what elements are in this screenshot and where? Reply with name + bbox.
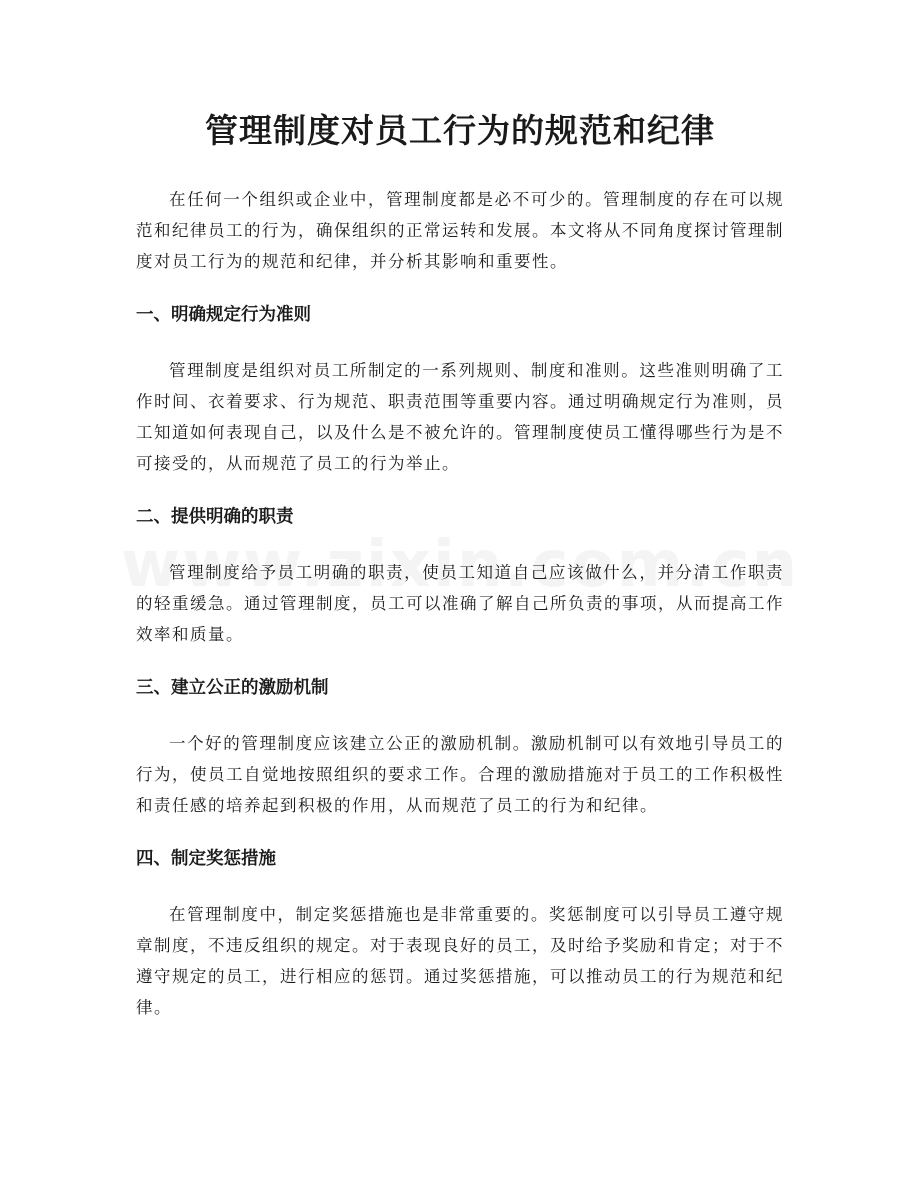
document-body	[136, 184, 784, 1023]
section-body-3: 一个好的管理制度应该建立公正的激励机制。激励机制可以有效地引导员工的行为，使员工自觉地按照组织的要求工作。合理的激励措施对于员工的工作积极性和责任感的培养起到积极的作用，从而规范了员工的行为和纪律。	[136, 734, 784, 815]
section-heading-1: 一、明确规定行为准则	[136, 305, 311, 325]
section-body-2: 管理制度给予员工明确的职责，使员工知道自己应该做什么，并分清工作职责的轻重缓急。通过管理制度，员工可以准确了解自己所负责的事项，从而提高工作效率和质量。	[136, 563, 784, 644]
section-body-4: 在管理制度中，制定奖惩措施也是非常重要的。奖惩制度可以引导员工遵守规章制度，不违反组织的规定。对于表现良好的员工，及时给予奖励和肯定；对于不遵守规定的员工，进行相应的惩罚。通过奖惩措施，可以推动员工的行为规范和纪律。	[136, 905, 784, 1017]
intro-paragraph: 在任何一个组织或企业中，管理制度都是必不可少的。管理制度的存在可以规范和纪律员工的行为，确保组织的正常运转和发展。本文将从不同角度探讨管理制度对员工行为的规范和纪律，并分析其影响和重要性。	[136, 190, 784, 271]
section-heading-3: 三、建立公正的激励机制	[136, 678, 329, 698]
section-body-1: 管理制度是组织对员工所制定的一系列规则、制度和准则。这些准则明确了工作时间、衣着要求、行为规范、职责范围等重要内容。通过明确规定行为准则，员工知道如何表现自己，以及什么是不被允许的。管理制度使员工懂得哪些行为是不可接受的，从而规范了员工的行为举止。	[136, 361, 784, 473]
section-heading-4: 四、制定奖惩措施	[136, 849, 276, 869]
section-heading-2: 二、提供明确的职责	[136, 507, 294, 527]
document-title: 管理制度对员工行为的规范和纪律	[205, 111, 715, 150]
